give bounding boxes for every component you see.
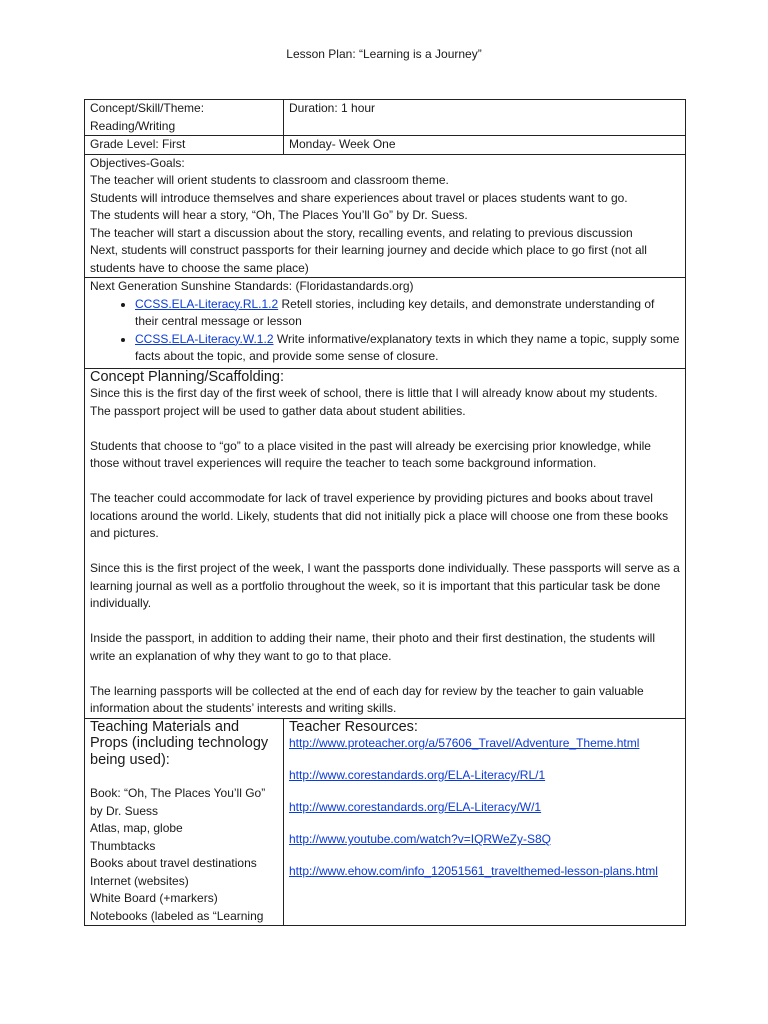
standard-item <box>135 331 680 366</box>
standard-description: Retell stories, including key details, and demonstrate understanding of their central message or lesson <box>135 296 655 328</box>
scaffolding-heading: Concept Planning/Scaffolding: <box>90 368 285 385</box>
standards-list <box>90 296 680 366</box>
standard-link-rl[interactable]: CCSS.ELA-Literacy.RL.1.2 <box>135 296 279 311</box>
objectives-row <box>85 154 686 278</box>
material-item: Thumbtacks <box>90 838 156 853</box>
material-item: Books about travel destinations <box>90 856 257 870</box>
standards-cell <box>85 278 686 369</box>
scaffolding-row <box>85 368 686 718</box>
resource-link[interactable]: http://www.corestandards.org/ELA-Literacy/RL/1 <box>289 768 546 782</box>
resources-heading: Teacher Resources: <box>289 718 418 735</box>
grade-level-cell: Grade Level: First <box>85 136 284 155</box>
scaffolding-cell <box>85 368 686 718</box>
resource-link[interactable]: http://www.corestandards.org/ELA-Literacy/W/1 <box>289 800 542 814</box>
standard-link-w[interactable]: CCSS.ELA-Literacy.W.1.2 <box>135 331 274 346</box>
grade-row <box>85 136 686 155</box>
standards-row <box>85 278 686 369</box>
materials-cell <box>85 718 284 926</box>
scaffolding-paragraph: The learning passports will be collected at the end of each day for review by the teacher to gain valuable information about the students’ interests and writing skills. <box>90 683 644 715</box>
objective-line: The students will hear a story, “Oh, The Places You’ll Go” by Dr. Suess. <box>90 208 468 222</box>
objectives-cell <box>85 154 686 278</box>
concept-row <box>85 100 686 136</box>
standard-item <box>135 296 680 331</box>
objectives-heading: Objectives-Goals: <box>90 155 185 170</box>
standard-description: Write informative/explanatory texts in which they name a topic, supply some facts about the topic, and provide some sense of closure. <box>135 331 680 363</box>
scaffolding-paragraph: The teacher could accommodate for lack of travel experience by providing pictures and books about travel locations around the world. Likely, students that did not initially pick a place will choose one from these books and pictures. <box>90 491 669 540</box>
resource-link[interactable]: http://www.youtube.com/watch?v=IQRWeZy-S8Q <box>289 832 551 846</box>
duration-text: Duration: 1 hour <box>289 101 376 115</box>
objective-line: The teacher will start a discussion about the story, recalling events, and relating to previous discussion <box>90 225 633 240</box>
concept-label: Concept/Skill/Theme: <box>90 101 205 115</box>
resource-link[interactable]: http://www.ehow.com/info_12051561_travelthemed-lesson-plans.html <box>289 864 658 878</box>
resource-link[interactable]: http://www.proteacher.org/a/57606_Travel/Adventure_Theme.html <box>289 736 640 750</box>
resources-cell <box>284 718 686 926</box>
page-title: Lesson Plan: “Learning is a Journey” <box>286 47 482 61</box>
lesson-plan-table <box>84 99 686 926</box>
day-cell: Monday- Week One <box>284 136 686 155</box>
material-item: White Board (+markers) <box>90 891 218 905</box>
scaffolding-paragraph: Since this is the first project of the week, I want the passports done individually. These passports will serve as a learning journal as well as a portfolio throughout the week, so it is important that this particular task be done individually. <box>90 561 680 610</box>
material-item: Book: “Oh, The Places You’ll Go” by Dr. Suess <box>90 786 266 818</box>
material-item: Atlas, map, globe <box>90 821 183 835</box>
objective-line: The teacher will orient students to classroom and classroom theme. <box>90 173 449 187</box>
materials-heading: Teaching Materials and Props (including technology being used): <box>90 718 269 768</box>
concept-value: Reading/Writing <box>90 118 176 133</box>
standards-heading: Next Generation Sunshine Standards: (Floridastandards.org) <box>90 279 414 293</box>
materials-row <box>85 718 686 926</box>
material-item: Notebooks (labeled as “Learning <box>90 908 264 923</box>
scaffolding-paragraph: Students that choose to “go” to a place visited in the past will already be exercising prior knowledge, while those without travel experiences will require the teacher to teach some background information. <box>90 438 651 470</box>
duration-cell <box>284 100 686 136</box>
concept-cell <box>85 100 284 136</box>
scaffolding-paragraph: Inside the passport, in addition to adding their name, their photo and their first destination, the students will write an explanation of why they want to go to that place. <box>90 631 656 663</box>
scaffolding-paragraph: Since this is the first day of the first week of school, there is little that I will already know about my students. The passport project will be used to gather data about student abilities. <box>90 386 658 418</box>
objective-line: Next, students will construct passports for their learning journey and decide which place to go first (not all students have to choose the same place) <box>90 243 647 275</box>
objective-line: Students will introduce themselves and share experiences about travel or places students want to go. <box>90 190 628 205</box>
material-item: Internet (websites) <box>90 873 189 888</box>
